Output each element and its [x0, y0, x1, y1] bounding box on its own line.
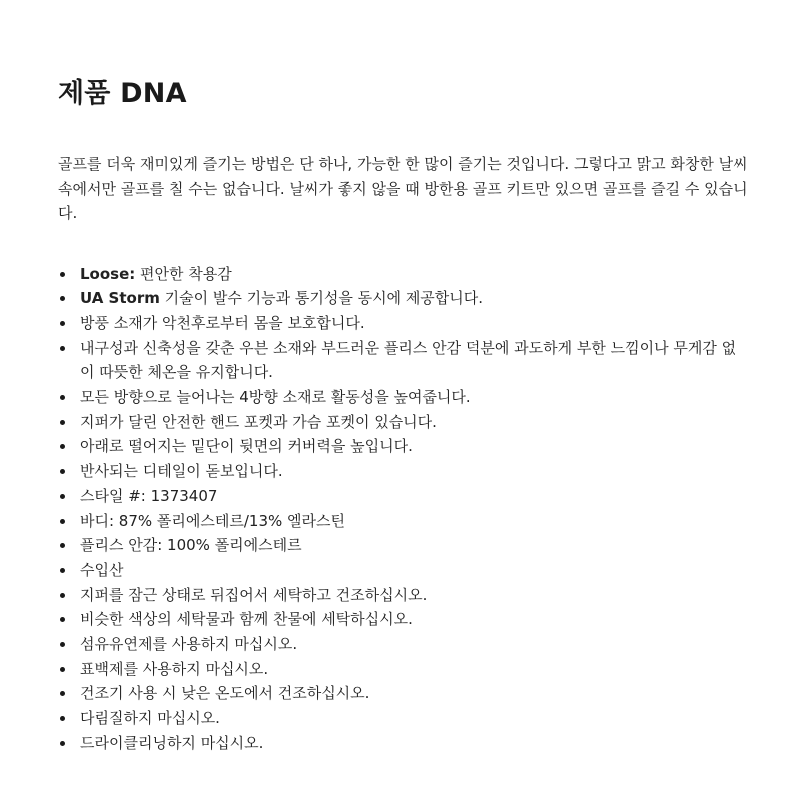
bullet-icon [60, 321, 65, 326]
bullet-icon [60, 444, 65, 449]
bullet-icon [60, 741, 65, 746]
list-item [58, 509, 748, 534]
bullet-icon [60, 543, 65, 548]
feature-text: 편안한 착용감 [135, 264, 232, 283]
list-item [58, 583, 748, 608]
intro-paragraph: 골프를 더욱 재미있게 즐기는 방법은 단 하나, 가능한 한 많이 즐기는 것입니다. 그렇다고 맑고 화창한 날씨 속에서만 골프를 칠 수는 없습니다. 날씨가 좋지 않을 때 방한용 골프 키트만 있으면 골프를 즐길 수 있습니다. [58, 155, 748, 222]
list-item [58, 336, 748, 385]
origin-text: 수입산 [80, 560, 124, 579]
bullet-icon [60, 420, 65, 425]
care-instruction: 다림질하지 마십시오. [80, 709, 220, 728]
care-instruction: 건조기 사용 시 낮은 온도에서 건조하십시오. [80, 684, 370, 703]
list-item [58, 731, 748, 756]
list-item [58, 657, 748, 682]
bullet-icon [60, 272, 65, 277]
bullet-icon [60, 716, 65, 721]
bullet-icon [60, 296, 65, 301]
feature-text: 모든 방향으로 늘어나는 4방향 소재로 활동성을 높여줍니다. [80, 388, 471, 407]
bullet-icon [60, 469, 65, 474]
bullet-icon [60, 494, 65, 499]
bullet-icon [60, 642, 65, 647]
list-item [58, 311, 748, 336]
feature-text: 반사되는 디테일이 돋보입니다. [80, 462, 283, 481]
list-item [58, 385, 748, 410]
feature-text: 방풍 소재가 악천후로부터 몸을 보호합니다. [80, 313, 365, 332]
lining-material: 플리스 안감: 100% 폴리에스테르 [80, 536, 302, 555]
bullet-icon [60, 617, 65, 622]
feature-highlight: UA Storm [80, 289, 160, 308]
page-title: 제품 DNA [58, 78, 187, 109]
bullet-icon [60, 519, 65, 524]
feature-text: 기술이 발수 기능과 통기성을 동시에 제공합니다. [159, 289, 484, 308]
bullet-icon [60, 395, 65, 400]
feature-list [58, 262, 748, 756]
list-item [58, 632, 748, 657]
body-material: 바디: 87% 폴리에스테르/13% 엘라스틴 [80, 511, 345, 530]
feature-text: 내구성과 신축성을 갖춘 우븐 소재와 부드러운 플리스 안감 덕분에 과도하게 부한 느낌이나 무게감 없이 따뜻한 체온을 유지합니다. [80, 338, 737, 382]
feature-text: 지퍼가 달린 안전한 핸드 포켓과 가슴 포켓이 있습니다. [80, 412, 437, 431]
bullet-icon [60, 691, 65, 696]
list-item [58, 410, 748, 435]
feature-highlight: Loose: [80, 264, 136, 283]
bullet-icon [60, 346, 65, 351]
care-instruction: 비슷한 색상의 세탁물과 함께 찬물에 세탁하십시오. [80, 610, 413, 629]
list-item [58, 681, 748, 706]
list-item [58, 484, 748, 509]
feature-text: 아래로 떨어지는 밑단이 뒷면의 커버력을 높입니다. [80, 437, 413, 456]
bullet-icon [60, 593, 65, 598]
list-item [58, 533, 748, 558]
care-instruction: 드라이클리닝하지 마십시오. [80, 733, 264, 752]
bullet-icon [60, 667, 65, 672]
style-number: 스타일 #: 1373407 [80, 486, 218, 505]
list-item [58, 262, 748, 287]
care-instruction: 섬유유연제를 사용하지 마십시오. [80, 635, 298, 654]
list-item [58, 286, 748, 311]
list-item [58, 558, 748, 583]
care-instruction: 표백제를 사용하지 마십시오. [80, 659, 269, 678]
care-instruction: 지퍼를 잠근 상태로 뒤집어서 세탁하고 건조하십시오. [80, 585, 428, 604]
list-item [58, 434, 748, 459]
list-item [58, 706, 748, 731]
bullet-icon [60, 568, 65, 573]
list-item [58, 607, 748, 632]
list-item [58, 459, 748, 484]
